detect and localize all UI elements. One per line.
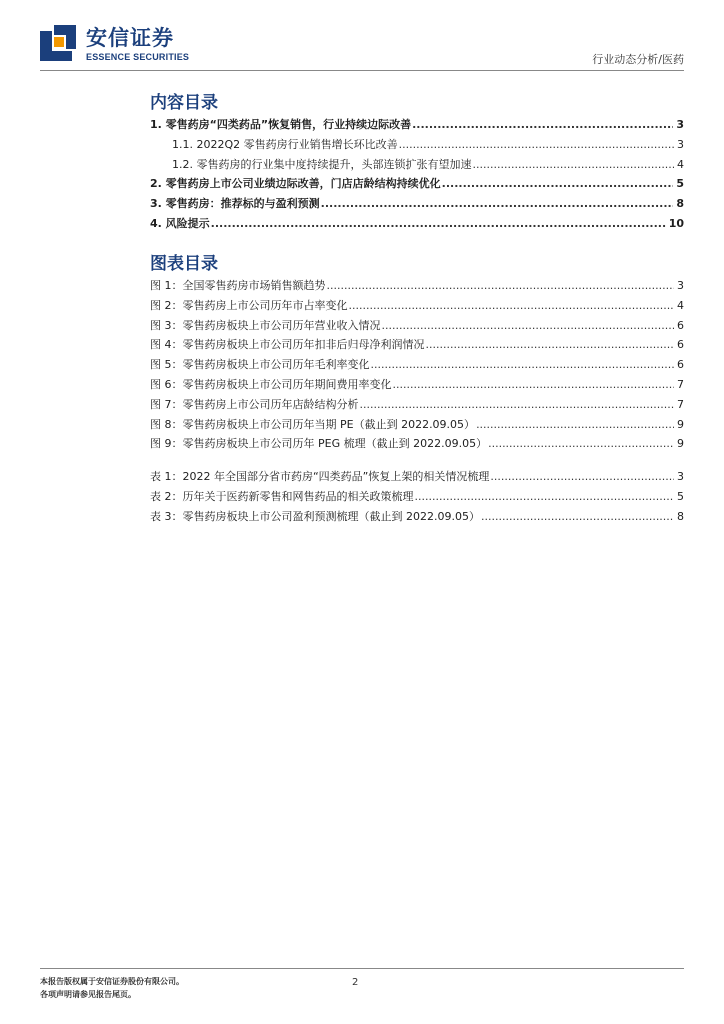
leader-dots — [412, 118, 673, 132]
toc-entry-page: 8 — [676, 197, 684, 211]
leader-dots — [371, 358, 675, 372]
leader-dots — [393, 378, 675, 392]
leader-dots — [473, 158, 675, 172]
toc-entry-label: 1. 零售药房“四类药品”恢复销售，行业持续边际改善 — [150, 118, 412, 131]
toc-entry[interactable] — [150, 177, 684, 197]
figure-entry-page: 6 — [677, 338, 684, 352]
table-entry-label: 表 2：历年关于医药新零售和网售药品的相关政策梳理 — [150, 489, 414, 503]
figures-title: 图表目录 — [150, 254, 218, 274]
leader-dots — [360, 398, 675, 412]
tables-list — [150, 470, 684, 529]
toc-entry-page: 3 — [677, 137, 684, 151]
figure-entry-page: 9 — [677, 417, 684, 431]
footer-divider — [40, 968, 684, 969]
leader-dots — [211, 217, 666, 231]
figure-entry-label: 图 4：零售药房板块上市公司历年扣非后归母净利润情况 — [150, 338, 425, 352]
toc-entry[interactable] — [150, 197, 684, 217]
toc-entry-label: 2. 零售药房上市公司业绩边际改善，门店店龄结构持续优化 — [150, 177, 441, 191]
table-entry-page: 5 — [677, 489, 684, 503]
figure-entry[interactable] — [150, 319, 684, 339]
figure-entry-page: 7 — [677, 377, 684, 391]
table-entry-label: 表 1：2022 年全国部分省市药房“四类药品”恢复上架的相关情况梳理 — [150, 470, 490, 483]
figure-entry-label: 图 1：全国零售药房市场销售额趋势 — [150, 279, 326, 292]
figures-list — [150, 279, 684, 457]
figure-entry-label: 图 7：零售药房上市公司历年店龄结构分析 — [150, 397, 359, 411]
table-entry-label: 表 3：零售药房板块上市公司盈利预测梳理（截止到 2022.09.05） — [150, 509, 480, 523]
figure-entry[interactable] — [150, 299, 684, 319]
toc-entry-page: 4 — [677, 157, 684, 171]
toc-entry[interactable] — [150, 138, 684, 158]
figure-entry-page: 6 — [677, 318, 684, 332]
figure-entry-label: 图 9：零售药房板块上市公司历年 PEG 梳理（截止到 2022.09.05） — [150, 437, 488, 451]
table-entry[interactable] — [150, 490, 684, 510]
figure-entry-label: 图 8：零售药房板块上市公司历年当期 PE（截止到 2022.09.05） — [150, 417, 476, 431]
table-entry[interactable] — [150, 510, 684, 530]
figure-entry-label: 图 6：零售药房板块上市公司历年期间费用率变化 — [150, 377, 392, 391]
figure-entry[interactable] — [150, 378, 684, 398]
table-entry[interactable] — [150, 470, 684, 490]
leader-dots — [442, 177, 674, 191]
contents-title: 内容目录 — [150, 93, 218, 113]
toc-entry-page: 10 — [668, 216, 684, 230]
footer-notes — [40, 975, 184, 1001]
table-entry-page: 8 — [677, 509, 684, 523]
figure-entry-label: 图 5：零售药房板块上市公司历年毛利率变化 — [150, 358, 370, 372]
figure-entry[interactable] — [150, 418, 684, 438]
disclaimer-notice: 各项声明请参见报告尾页。 — [40, 990, 136, 999]
page-header — [0, 0, 724, 74]
page-number: 2 — [352, 977, 359, 988]
toc-entry-page: 5 — [676, 177, 684, 191]
toc-entry-label: 4. 风险提示 — [150, 216, 210, 230]
toc-entry-label: 3. 零售药房：推荐标的与盈利预测 — [150, 197, 320, 211]
leader-dots — [426, 338, 675, 352]
leader-dots — [488, 437, 674, 451]
toc-entry-label: 1.1. 2022Q2 零售药房行业销售增长环比改善 — [172, 137, 398, 151]
figure-entry[interactable] — [150, 358, 684, 378]
leader-dots — [415, 490, 675, 504]
figure-entry-label: 图 3：零售药房板块上市公司历年营业收入情况 — [150, 318, 381, 332]
leader-dots — [382, 319, 675, 333]
leader-dots — [490, 470, 674, 484]
toc-entry[interactable] — [150, 217, 684, 237]
figure-entry-page: 6 — [677, 358, 684, 372]
toc-entry[interactable] — [150, 118, 684, 138]
header-divider — [40, 70, 684, 71]
table-entry-page: 3 — [677, 470, 684, 483]
leader-dots — [481, 510, 674, 524]
logo-text-cn: 安信证券 — [86, 26, 174, 50]
figure-entry-page: 4 — [677, 298, 684, 312]
contents-list — [150, 118, 684, 237]
copyright-notice: 本报告版权属于安信证券股份有限公司。 — [40, 977, 184, 986]
leader-dots — [399, 138, 674, 152]
toc-entry[interactable] — [150, 158, 684, 178]
figure-entry[interactable] — [150, 437, 684, 457]
figure-entry[interactable] — [150, 279, 684, 299]
leader-dots — [321, 197, 674, 211]
toc-entry-label: 1.2. 零售药房的行业集中度持续提升，头部连锁扩张有望加速 — [172, 157, 472, 171]
figure-entry[interactable] — [150, 398, 684, 418]
toc-entry-page: 3 — [676, 118, 684, 131]
figure-entry-page: 7 — [677, 397, 684, 411]
essence-logo-icon — [40, 25, 76, 61]
leader-dots — [476, 418, 674, 432]
leader-dots — [349, 299, 675, 313]
report-type-label: 行业动态分析/医药 — [592, 53, 684, 66]
figure-entry-page: 9 — [677, 437, 684, 451]
figure-entry[interactable] — [150, 338, 684, 358]
figure-entry-page: 3 — [677, 279, 684, 292]
leader-dots — [327, 279, 675, 293]
figure-entry-label: 图 2：零售药房上市公司历年市占率变化 — [150, 298, 348, 312]
logo-text-en: ESSENCE SECURITIES — [86, 52, 190, 62]
